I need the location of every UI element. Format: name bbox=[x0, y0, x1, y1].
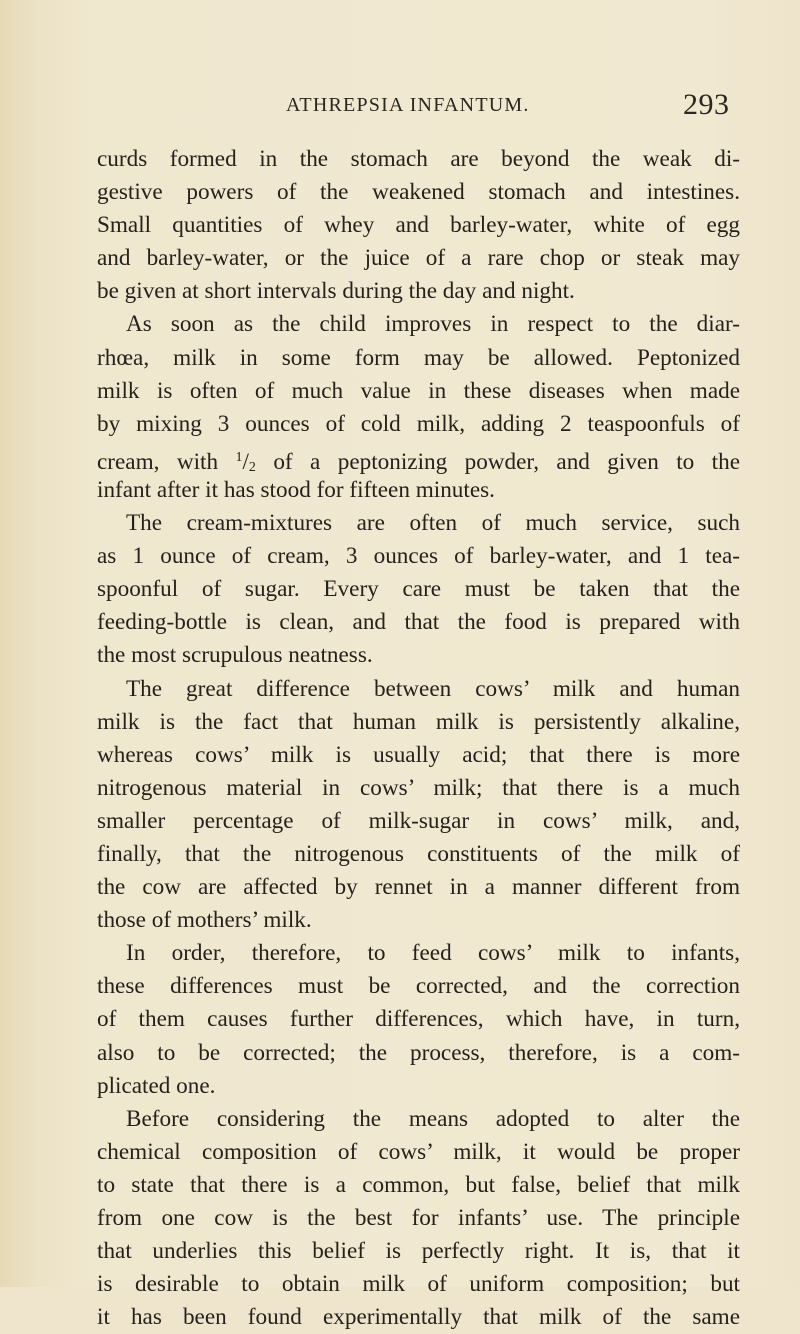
text-line: curds formed in the stomach are beyond the weak di- bbox=[97, 146, 740, 172]
text-line: by mixing 3 ounces of cold milk, adding 2 teaspoonfuls of bbox=[97, 410, 740, 437]
text-line: Small quantities of whey and barley-water, white of egg bbox=[97, 212, 740, 239]
text-line: Before considering the means adopted to alter the bbox=[126, 1105, 740, 1132]
text-line: the cow are affected by rennet in a manner different from bbox=[97, 874, 740, 901]
text-line: be given at short intervals during the day and night. bbox=[97, 278, 575, 305]
text-line: chemical composition of cows’ milk, it would be proper bbox=[97, 1138, 740, 1165]
text-line: from one cow is the best for infants’ use. The principle bbox=[97, 1205, 740, 1231]
text-line: cream, with $^1/_2$ of a peptonizing powder, and given to the bbox=[97, 448, 740, 475]
page-header bbox=[0, 88, 800, 128]
text-line: feeding-bottle is clean, and that the food is prepared with bbox=[97, 609, 740, 636]
text-line: it has been found experimentally that milk of the same bbox=[97, 1304, 740, 1331]
text-line: In order, therefore, to feed cows’ milk to infants, bbox=[126, 940, 740, 967]
text-line: gestive powers of the weakened stomach and intestines. bbox=[97, 179, 740, 206]
text-line: infant after it has stood for fifteen minutes. bbox=[97, 476, 495, 503]
text-line: as 1 ounce of cream, 3 ounces of barley-water, and 1 tea- bbox=[97, 543, 740, 570]
running-head: ATHREPSIA INFANTUM. bbox=[286, 94, 530, 116]
text-line: The cream-mixtures are often of much service, such bbox=[126, 510, 740, 537]
text-line: is desirable to obtain milk of uniform composition; but bbox=[97, 1271, 740, 1298]
text-line: the most scrupulous neatness. bbox=[97, 642, 373, 669]
text-line: these differences must be corrected, and the correction bbox=[97, 973, 740, 1000]
text-line: and barley-water, or the juice of a rare chop or steak may bbox=[97, 245, 740, 272]
text-line: those of mothers’ milk. bbox=[97, 907, 312, 934]
text-line: plicated one. bbox=[97, 1072, 216, 1099]
text-line: of them causes further differences, which have, in turn, bbox=[97, 1006, 740, 1033]
body-text bbox=[97, 143, 740, 1334]
text-line: whereas cows’ milk is usually acid; that there is more bbox=[97, 741, 740, 768]
text-line: spoonful of sugar. Every care must be taken that the bbox=[97, 576, 740, 603]
text-line: nitrogenous material in cows’ milk; that there is a much bbox=[97, 774, 740, 801]
text-line: The great difference between cows’ milk and human bbox=[126, 675, 740, 702]
text-line: As soon as the child improves in respect to the diar- bbox=[126, 311, 740, 338]
text-line: smaller percentage of milk-sugar in cows’ milk, and, bbox=[97, 807, 740, 834]
text-line: also to be corrected; the process, therefore, is a com- bbox=[97, 1039, 740, 1066]
text-line: milk is often of much value in these diseases when made bbox=[97, 377, 740, 404]
text-line: that underlies this belief is perfectly right. It is, that it bbox=[97, 1238, 740, 1265]
text-line: milk is the fact that human milk is persistently alkaline, bbox=[97, 708, 740, 735]
text-line: to state that there is a common, but false, belief that milk bbox=[97, 1171, 740, 1198]
text-line: rhœa, milk in some form may be allowed. Peptonized bbox=[97, 344, 740, 371]
fraction: $^1/_2$ bbox=[235, 448, 256, 475]
page-number: 293 bbox=[683, 88, 730, 121]
text-line: finally, that the nitrogenous constituents of the milk of bbox=[97, 840, 740, 867]
